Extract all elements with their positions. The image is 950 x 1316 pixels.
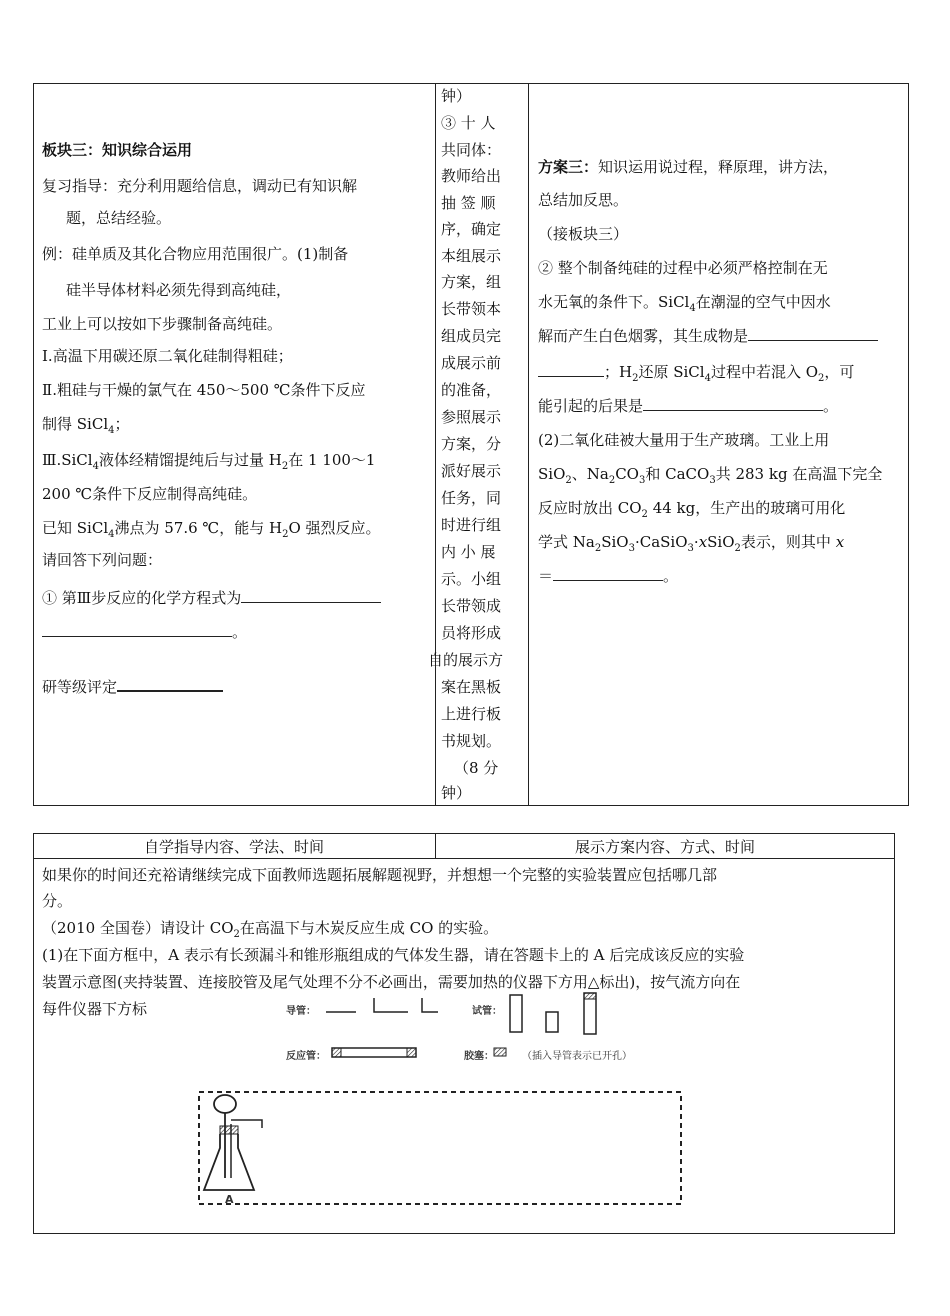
- middle-line: （8 分: [454, 759, 499, 777]
- apparatus-label: A: [225, 1193, 234, 1206]
- part-3-line-2: SiO$_2$、$Na_2CO_3$和 CaCO$_3$共 283 kg 在高温下完全: [538, 465, 883, 486]
- bottom-line-1: 如果你的时间还充裕请继续完成下面教师选题拓展解题视野，并想想一个完整的实验装置应包括哪几部: [42, 866, 718, 884]
- middle-line: 自的展示方: [428, 651, 504, 669]
- middle-line: 共同体：: [441, 141, 502, 159]
- middle-line: 教师给出: [441, 167, 502, 185]
- reaction-tube-icon: [332, 1048, 416, 1057]
- middle-line: 示。小组: [441, 570, 502, 588]
- part-3-line-4: 学式 $Na_2SiO_3\cdot CaSiO_3\cdot xSiO_2$表示，则其中 x: [538, 533, 845, 554]
- stopper-icon: [332, 1048, 341, 1057]
- middle-line: 派好展示: [441, 462, 502, 480]
- answer-prompt: 请回答下列问题：: [42, 551, 163, 569]
- review-guide-line-1: 复习指导：充分利用题给信息，调动已有知识解: [42, 177, 358, 195]
- grade-evaluation: 研等级评定: [42, 676, 223, 697]
- middle-line: 长带领本: [441, 300, 502, 318]
- middle-line: 书规划。: [441, 732, 502, 750]
- part-2-line-5: 能引起的后果是 。: [538, 397, 839, 415]
- step-1: Ⅰ.高温下用碳还原二氧化硅制得粗硅；: [42, 347, 293, 365]
- example-line-1: 例：硅单质及其化合物应用范围很广。(1)制备: [42, 245, 349, 263]
- part-3-line-5: ＝ 。: [538, 567, 679, 585]
- middle-line: ③ 十 人: [441, 114, 496, 132]
- known-fact: 已知 SiCl$_4$沸点为 57.6 ℃，能与 $H_2O$ 强烈反应。: [42, 519, 381, 540]
- review-guide-line-2: 题，总结经验。: [66, 209, 172, 227]
- middle-line: 组成员完: [441, 327, 502, 345]
- stopper-label: 胶塞：: [464, 1051, 494, 1062]
- part-2-line-2: 水无氧的条件下。SiCl$_4$在潮湿的空气中因水: [538, 293, 831, 314]
- middle-line: 任务，同: [441, 489, 502, 507]
- middle-line: 上进行板: [441, 705, 502, 723]
- l-tube-icon: [374, 998, 408, 1012]
- step-2-line-1: Ⅱ.粗硅与干燥的氯气在 450～500 ℃条件下反应: [42, 381, 366, 399]
- example-line-2: 硅半导体材料必须先得到高纯硅，: [66, 281, 292, 299]
- middle-line: 成展示前: [441, 354, 502, 372]
- plan-three: 方案三：知识运用说过程，释原理，讲方法，: [538, 158, 839, 176]
- stopper-icon: [407, 1048, 416, 1057]
- middle-line: 员将形成: [441, 624, 502, 642]
- plan-three-cont: 总结加反思。: [538, 191, 629, 209]
- middle-line: 案在黑板: [441, 678, 502, 696]
- part-2-line-1: ② 整个制备纯硅的过程中必须严格控制在无: [538, 259, 828, 277]
- middle-line: 钟）: [441, 87, 472, 105]
- bottom-line-2: 分。: [42, 892, 73, 910]
- middle-line: 的准备，: [441, 381, 502, 399]
- middle-line: 本组展示: [441, 247, 502, 265]
- middle-line: 序，确定: [441, 220, 502, 238]
- middle-line: 内 小 展: [441, 543, 496, 561]
- stopper-note: （插入导管表示已开孔）: [522, 1051, 632, 1062]
- part-3-line-1: (2)二氧化硅被大量用于生产玻璃。工业上用: [538, 431, 830, 449]
- middle-line: 长带领成: [441, 597, 502, 615]
- connect-note: （接板块三）: [538, 225, 629, 243]
- example-line-3: 工业上可以按如下步骤制备高纯硅。: [42, 315, 283, 333]
- step-2-line-2: 制得 SiCl$_4$；: [42, 415, 130, 436]
- middle-line: 参照展示: [441, 408, 502, 426]
- part-2-line-4: ；$H_2$还原 SiCl$_4$过程中若混入 $O_2$，可: [538, 362, 854, 389]
- header-right: 展示方案内容、方式、时间: [574, 838, 755, 856]
- part-2-line-3: 解而产生白色烟雾，其生成物是: [538, 326, 878, 346]
- step-3-line-2: 200 ℃条件下反应制得高纯硅。: [42, 485, 258, 503]
- bottom-line-3: （2010 全国卷）请设计 $CO_2$在高温下与木炭反应生成 CO 的实验。: [42, 919, 499, 940]
- short-l-tube-icon: [422, 998, 438, 1012]
- answer-area-box[interactable]: [199, 1092, 681, 1204]
- testtube-large-icon: [510, 995, 522, 1032]
- tube-label: 导管：: [286, 1006, 316, 1017]
- gas-generator-icon: [204, 1095, 262, 1190]
- part-3-line-3: 反应时放出 $CO_2$ 44 kg，生产出的玻璃可用化: [538, 499, 846, 520]
- middle-line: 方案，组: [441, 273, 502, 291]
- bottom-line-5: 装置示意图(夹持装置、连接胶管及尾气处理不分不必画出，需要加热的仪器下方用△标出)，按气流方向在: [42, 973, 741, 991]
- stopper-icon: [584, 993, 596, 999]
- step-3-line-1: Ⅲ.SiCl$_4$液体经精馏提纯后与过量 $H_2$在 1 100～1: [42, 451, 376, 472]
- section-heading: 板块三：知识综合运用: [42, 141, 193, 159]
- header-left: 自学指导内容、学法、时间: [143, 838, 324, 856]
- bottom-line-6: 每件仪器下方标: [42, 1000, 148, 1018]
- question-1-cont: 。: [42, 622, 247, 642]
- stopper-sample-icon: [494, 1048, 506, 1056]
- question-1: ① 第Ⅲ步反应的化学方程式为: [42, 588, 381, 608]
- bottom-line-4: (1)在下面方框中，A 表示有长颈漏斗和锥形瓶组成的气体发生器，请在答题卡上的 A 后完成该反应的实验: [42, 946, 745, 964]
- middle-line: 抽 签 顺: [441, 194, 496, 212]
- middle-line: 钟）: [441, 784, 472, 802]
- testtube-small-icon: [546, 1012, 558, 1032]
- middle-line: 方案，分: [441, 435, 502, 453]
- middle-line: 时进行组: [441, 516, 502, 534]
- reaction-tube-label: 反应管：: [286, 1051, 326, 1062]
- testtube-label: 试管：: [472, 1006, 502, 1017]
